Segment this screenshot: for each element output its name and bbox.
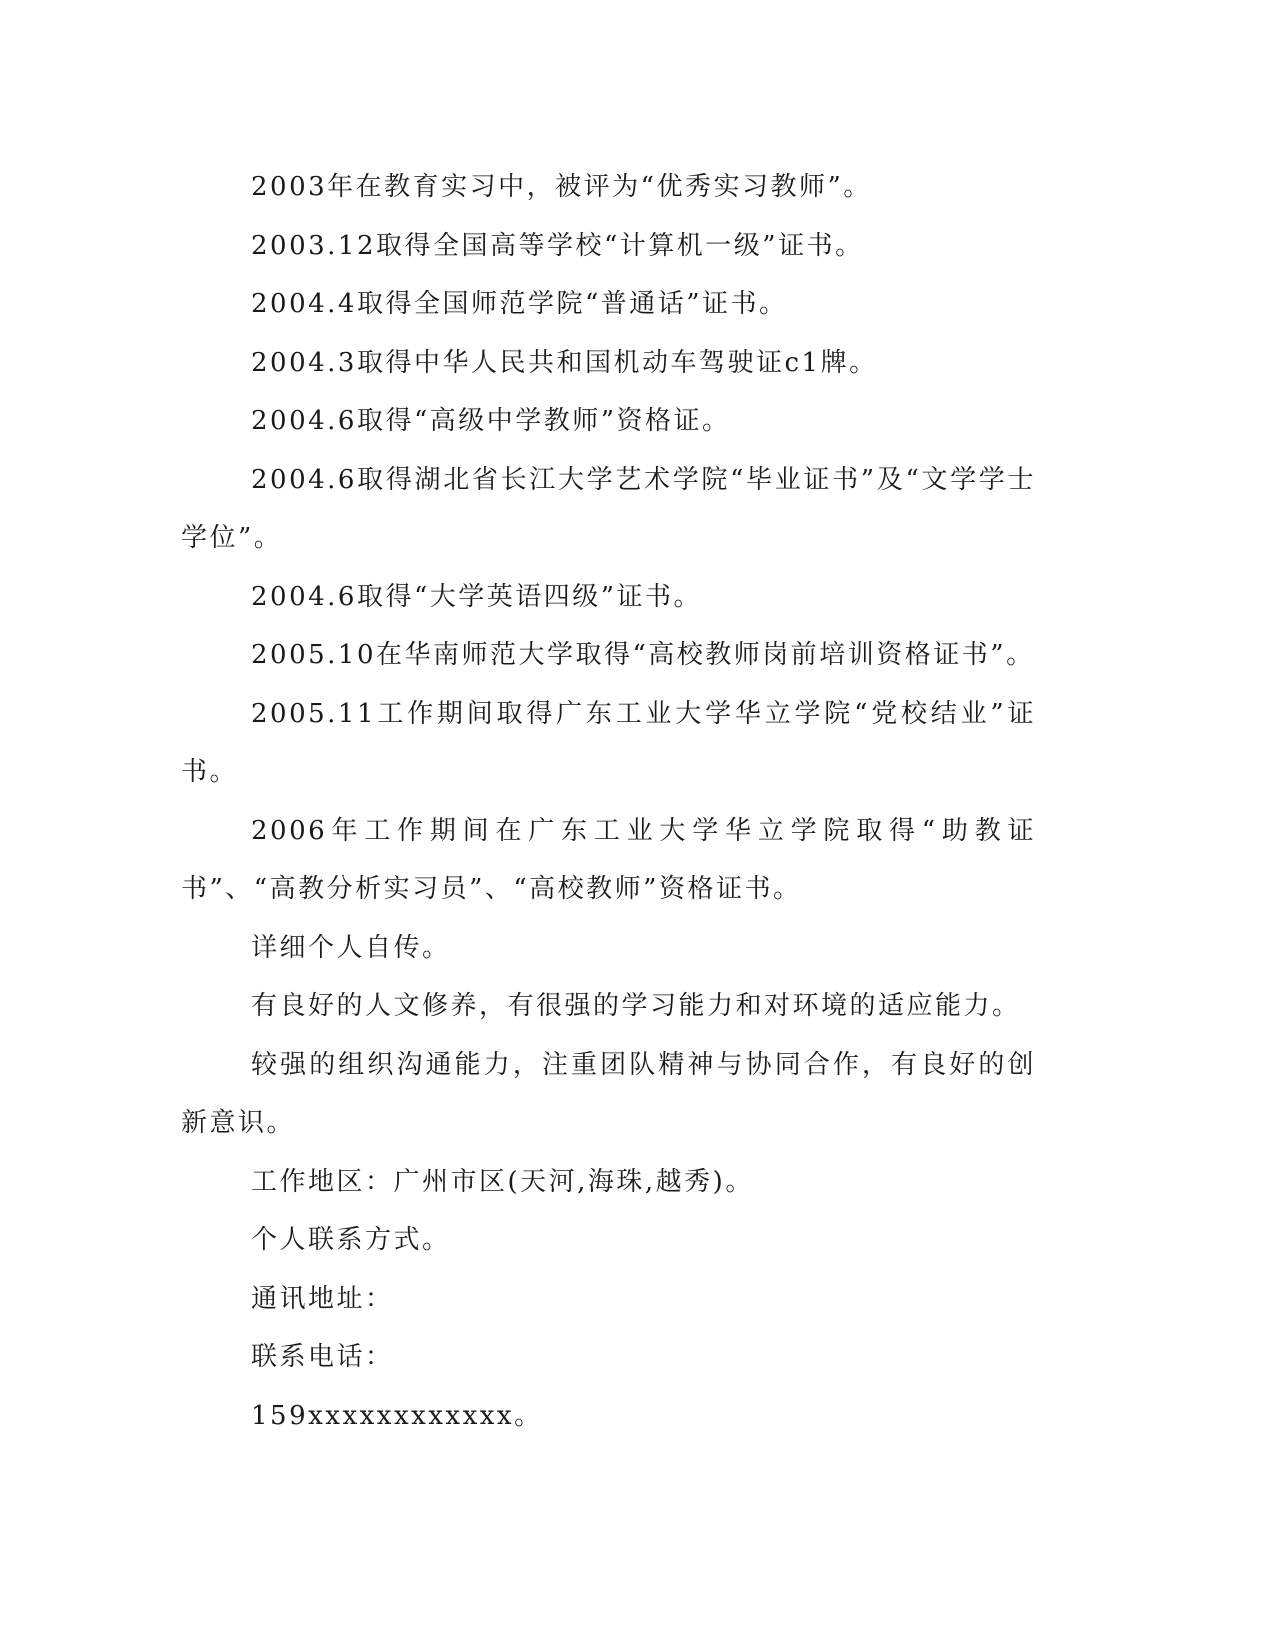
paragraph-cultural-literacy: 有良好的人文修养，有很强的学习能力和对环境的适应能力。 bbox=[251, 991, 1021, 1021]
paragraph-work-region: 工作地区：广州市区(天河,海珠,越秀)。 bbox=[251, 1166, 754, 1197]
paragraph-mailing-address: 通讯地址： bbox=[251, 1283, 394, 1314]
paragraph-driving-license: 2004.3取得中华人民共和国机动车驾驶证c1牌。 bbox=[251, 347, 878, 378]
paragraph-teamwork: 较强的组织沟通能力，注重团队精神与协同合作，有良好的创新意识。 bbox=[181, 1049, 1036, 1138]
paragraph-party-school-cert: 2005.11工作期间取得广东工业大学华立学院“党校结业”证书。 bbox=[181, 698, 1036, 787]
paragraph-assistant-cert: 2006年工作期间在广东工业大学华立学院取得“助教证书”、“高教分析实习员”、“高校教师”资格证书。 bbox=[181, 815, 1036, 904]
document-body bbox=[181, 158, 1036, 1445]
paragraph-autobiography-heading: 详细个人自传。 bbox=[251, 932, 451, 963]
paragraph-computer-cert: 2003.12取得全国高等学校“计算机一级”证书。 bbox=[251, 230, 864, 261]
paragraph-english-cert: 2004.6取得“大学英语四级”证书。 bbox=[251, 581, 703, 612]
paragraph-phone-number: 159xxxxxxxxxxxx。 bbox=[251, 1400, 543, 1431]
paragraph-graduation-degree: 2004.6取得湖北省长江大学艺术学院“毕业证书”及“文学学士学位”。 bbox=[181, 464, 1036, 553]
paragraph-phone-label: 联系电话： bbox=[251, 1342, 394, 1372]
paragraph-mandarin-cert: 2004.4取得全国师范学院“普通话”证书。 bbox=[251, 289, 788, 319]
paragraph-teacher-qualification: 2004.6取得“高级中学教师”资格证。 bbox=[251, 406, 731, 436]
paragraph-internship-award: 2003年在教育实习中，被评为“优秀实习教师”。 bbox=[251, 172, 872, 202]
paragraph-contact-heading: 个人联系方式。 bbox=[251, 1225, 451, 1255]
paragraph-training-cert: 2005.10在华南师范大学取得“高校教师岗前培训资格证书”。 bbox=[251, 640, 1035, 670]
